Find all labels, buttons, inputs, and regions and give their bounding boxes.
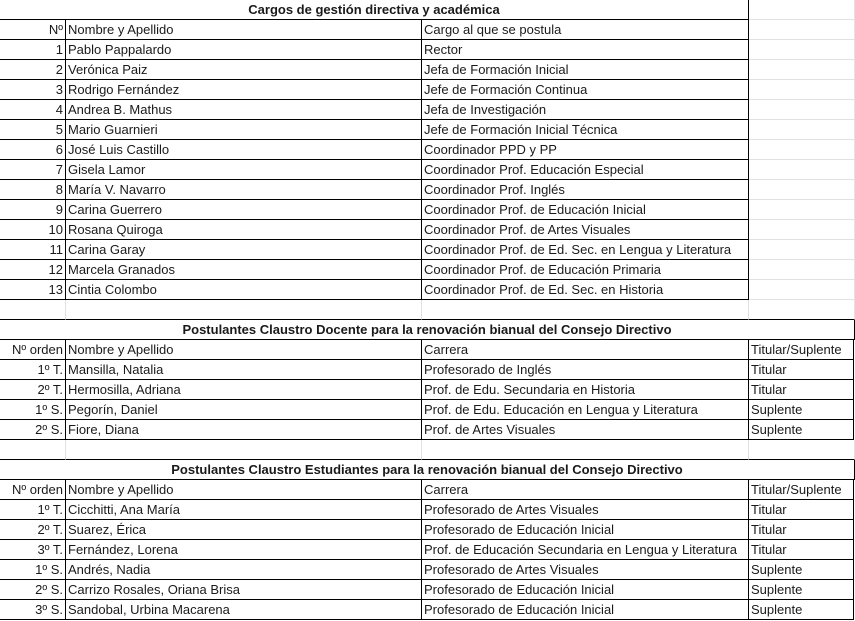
cell-name[interactable]: Pablo Pappalardo bbox=[66, 40, 422, 60]
table-row bbox=[0, 200, 855, 220]
section1-header-row bbox=[0, 20, 855, 40]
table-row bbox=[0, 100, 855, 120]
cell-number[interactable]: 6 bbox=[0, 140, 66, 160]
cell-name[interactable]: María V. Navarro bbox=[66, 180, 422, 200]
table-row bbox=[0, 160, 855, 180]
empty-row bbox=[0, 440, 855, 460]
cell-number[interactable]: 7 bbox=[0, 160, 66, 180]
empty-cell[interactable] bbox=[0, 440, 66, 460]
cell-order[interactable]: 2º T. bbox=[0, 520, 66, 540]
header-role[interactable]: Titular/Suplente bbox=[749, 480, 854, 500]
cell-role[interactable]: Suplente bbox=[749, 560, 854, 580]
empty-cell[interactable] bbox=[749, 80, 855, 100]
cell-position[interactable]: Jefa de Formación Inicial bbox=[422, 60, 749, 80]
empty-cell[interactable] bbox=[749, 200, 855, 220]
section2-title-row bbox=[0, 320, 855, 340]
cell-career[interactable]: Prof. de Edu. Secundaria en Historia bbox=[422, 380, 749, 400]
header-order[interactable]: Nº orden bbox=[0, 340, 66, 360]
empty-cell[interactable] bbox=[749, 0, 855, 20]
cell-position[interactable]: Rector bbox=[422, 40, 749, 60]
cell-name[interactable]: Mansilla, Natalia bbox=[66, 360, 422, 380]
empty-cell[interactable] bbox=[422, 440, 749, 460]
cell-name[interactable]: Gisela Lamor bbox=[66, 160, 422, 180]
table-row bbox=[0, 180, 855, 200]
cell-career[interactable]: Profesorado de Artes Visuales bbox=[422, 560, 749, 580]
cell-number[interactable]: 8 bbox=[0, 180, 66, 200]
cell-position[interactable]: Jefa de Investigación bbox=[422, 100, 749, 120]
cell-position[interactable]: Coordinador PPD y PP bbox=[422, 140, 749, 160]
cell-career[interactable]: Prof. de Educación Secundaria en Lengua y Literatura bbox=[422, 540, 749, 560]
cell-name[interactable]: Mario Guarnieri bbox=[66, 120, 422, 140]
cell-role[interactable]: Suplente bbox=[749, 400, 854, 420]
cell-order[interactable]: 2º S. bbox=[0, 580, 66, 600]
cell-role[interactable]: Suplente bbox=[749, 600, 854, 620]
table-row bbox=[0, 240, 855, 260]
header-career[interactable]: Carrera bbox=[422, 480, 749, 500]
table-row bbox=[0, 380, 855, 400]
cell-order[interactable]: 1º T. bbox=[0, 500, 66, 520]
cell-number[interactable]: 10 bbox=[0, 220, 66, 240]
cell-number[interactable]: 5 bbox=[0, 120, 66, 140]
cell-name[interactable]: Hermosilla, Adriana bbox=[66, 380, 422, 400]
empty-cell[interactable] bbox=[66, 440, 422, 460]
empty-cell[interactable] bbox=[0, 300, 66, 320]
cell-role[interactable]: Suplente bbox=[749, 420, 854, 440]
cell-position[interactable]: Coordinador Prof. de Ed. Sec. en Lengua y Literatura bbox=[422, 240, 749, 260]
cell-role[interactable]: Titular bbox=[749, 540, 854, 560]
table-row bbox=[0, 560, 855, 580]
empty-cell[interactable] bbox=[749, 100, 855, 120]
table-row bbox=[0, 500, 855, 520]
cell-name[interactable]: Cicchitti, Ana María bbox=[66, 500, 422, 520]
table-row bbox=[0, 120, 855, 140]
header-position[interactable]: Cargo al que se postula bbox=[422, 20, 749, 40]
cell-number[interactable]: 2 bbox=[0, 60, 66, 80]
section2-title[interactable]: Postulantes Claustro Docente para la renovación bianual del Consejo Directivo bbox=[0, 320, 855, 340]
cell-name[interactable]: Rodrigo Fernández bbox=[66, 80, 422, 100]
cell-name[interactable]: Pegorín, Daniel bbox=[66, 400, 422, 420]
section1-title-row bbox=[0, 0, 855, 20]
cell-name[interactable]: Verónica Paiz bbox=[66, 60, 422, 80]
cell-order[interactable]: 2º T. bbox=[0, 380, 66, 400]
empty-cell[interactable] bbox=[749, 260, 855, 280]
cell-order[interactable]: 2º S. bbox=[0, 420, 66, 440]
cell-order[interactable]: 1º S. bbox=[0, 400, 66, 420]
cell-number[interactable]: 3 bbox=[0, 80, 66, 100]
cell-order[interactable]: 3º T. bbox=[0, 540, 66, 560]
cell-role[interactable]: Titular bbox=[749, 500, 854, 520]
cell-name[interactable]: Suarez, Érica bbox=[66, 520, 422, 540]
section3-title[interactable]: Postulantes Claustro Estudiantes para la renovación bianual del Consejo Directivo bbox=[0, 460, 855, 480]
section3-title-row bbox=[0, 460, 855, 480]
empty-cell[interactable] bbox=[66, 300, 422, 320]
cell-name[interactable]: Rosana Quiroga bbox=[66, 220, 422, 240]
cell-order[interactable]: 1º T. bbox=[0, 360, 66, 380]
header-name[interactable]: Nombre y Apellido bbox=[66, 480, 422, 500]
cell-name[interactable]: Andrea B. Mathus bbox=[66, 100, 422, 120]
cell-position[interactable]: Coordinador Prof. Inglés bbox=[422, 180, 749, 200]
cell-role[interactable]: Suplente bbox=[749, 580, 854, 600]
empty-cell[interactable] bbox=[749, 440, 855, 460]
cell-position[interactable]: Jefe de Formación Inicial Técnica bbox=[422, 120, 749, 140]
section3-header-row bbox=[0, 480, 855, 500]
cell-name[interactable]: Carina Guerrero bbox=[66, 200, 422, 220]
empty-cell[interactable] bbox=[749, 120, 855, 140]
cell-position[interactable]: Coordinador Prof. de Artes Visuales bbox=[422, 220, 749, 240]
cell-career[interactable]: Profesorado de Inglés bbox=[422, 360, 749, 380]
cell-number[interactable]: 13 bbox=[0, 280, 66, 300]
cell-career[interactable]: Profesorado de Educación Inicial bbox=[422, 580, 749, 600]
empty-cell[interactable] bbox=[749, 180, 855, 200]
header-career[interactable]: Carrera bbox=[422, 340, 749, 360]
table-row bbox=[0, 600, 855, 620]
empty-cell[interactable] bbox=[749, 40, 855, 60]
cell-number[interactable]: 11 bbox=[0, 240, 66, 260]
cell-number[interactable]: 12 bbox=[0, 260, 66, 280]
cell-position[interactable]: Jefe de Formación Continua bbox=[422, 80, 749, 100]
empty-cell[interactable] bbox=[749, 60, 855, 80]
table-row bbox=[0, 520, 855, 540]
cell-order[interactable]: 3º S. bbox=[0, 600, 66, 620]
empty-cell[interactable] bbox=[749, 240, 855, 260]
cell-name[interactable]: Sandobal, Urbina Macarena bbox=[66, 600, 422, 620]
cell-name[interactable]: Cintia Colombo bbox=[66, 280, 422, 300]
table-row bbox=[0, 360, 855, 380]
header-role[interactable]: Titular/Suplente bbox=[749, 340, 854, 360]
cell-number[interactable]: 1 bbox=[0, 40, 66, 60]
cell-career[interactable]: Profesorado de Educación Inicial bbox=[422, 600, 749, 620]
header-number[interactable]: Nº bbox=[0, 20, 66, 40]
cell-position[interactable]: Coordinador Prof. de Educación Primaria bbox=[422, 260, 749, 280]
table-row bbox=[0, 60, 855, 80]
cell-position[interactable]: Coordinador Prof. Educación Especial bbox=[422, 160, 749, 180]
empty-cell[interactable] bbox=[749, 160, 855, 180]
cell-role[interactable]: Titular bbox=[749, 520, 854, 540]
header-order[interactable]: Nº orden bbox=[0, 480, 66, 500]
table-row bbox=[0, 400, 855, 420]
cell-name[interactable]: José Luis Castillo bbox=[66, 140, 422, 160]
header-name[interactable]: Nombre y Apellido bbox=[66, 340, 422, 360]
section1-title[interactable]: Cargos de gestión directiva y académica bbox=[0, 0, 749, 20]
cell-role[interactable]: Titular bbox=[749, 360, 854, 380]
empty-cell[interactable] bbox=[749, 280, 855, 300]
empty-cell[interactable] bbox=[422, 300, 749, 320]
cell-name[interactable]: Marcela Granados bbox=[66, 260, 422, 280]
table-row bbox=[0, 80, 855, 100]
cell-name[interactable]: Fernández, Lorena bbox=[66, 540, 422, 560]
empty-cell[interactable] bbox=[749, 20, 855, 40]
table-row bbox=[0, 140, 855, 160]
empty-row bbox=[0, 300, 855, 320]
table-row bbox=[0, 40, 855, 60]
empty-cell[interactable] bbox=[749, 220, 855, 240]
empty-cell[interactable] bbox=[749, 300, 855, 320]
cell-order[interactable]: 1º S. bbox=[0, 560, 66, 580]
table-row bbox=[0, 280, 855, 300]
table-row bbox=[0, 220, 855, 240]
table-row bbox=[0, 580, 855, 600]
cell-name[interactable]: Carrizo Rosales, Oriana Brisa bbox=[66, 580, 422, 600]
cell-position[interactable]: Coordinador Prof. de Ed. Sec. en Historia bbox=[422, 280, 749, 300]
cell-career[interactable]: Prof. de Edu. Educación en Lengua y Literatura bbox=[422, 400, 749, 420]
cell-name[interactable]: Carina Garay bbox=[66, 240, 422, 260]
cell-position[interactable]: Coordinador Prof. de Educación Inicial bbox=[422, 200, 749, 220]
table-row bbox=[0, 420, 855, 440]
cell-name[interactable]: Andrés, Nadia bbox=[66, 560, 422, 580]
table-row bbox=[0, 260, 855, 280]
table-row bbox=[0, 540, 855, 560]
cell-name[interactable]: Fiore, Diana bbox=[66, 420, 422, 440]
cell-role[interactable]: Titular bbox=[749, 380, 854, 400]
cell-career[interactable]: Profesorado de Artes Visuales bbox=[422, 500, 749, 520]
cell-career[interactable]: Profesorado de Educación Inicial bbox=[422, 520, 749, 540]
header-name[interactable]: Nombre y Apellido bbox=[66, 20, 422, 40]
cell-career[interactable]: Prof. de Artes Visuales bbox=[422, 420, 749, 440]
section2-header-row bbox=[0, 340, 855, 360]
cell-number[interactable]: 4 bbox=[0, 100, 66, 120]
cell-number[interactable]: 9 bbox=[0, 200, 66, 220]
empty-cell[interactable] bbox=[749, 140, 855, 160]
